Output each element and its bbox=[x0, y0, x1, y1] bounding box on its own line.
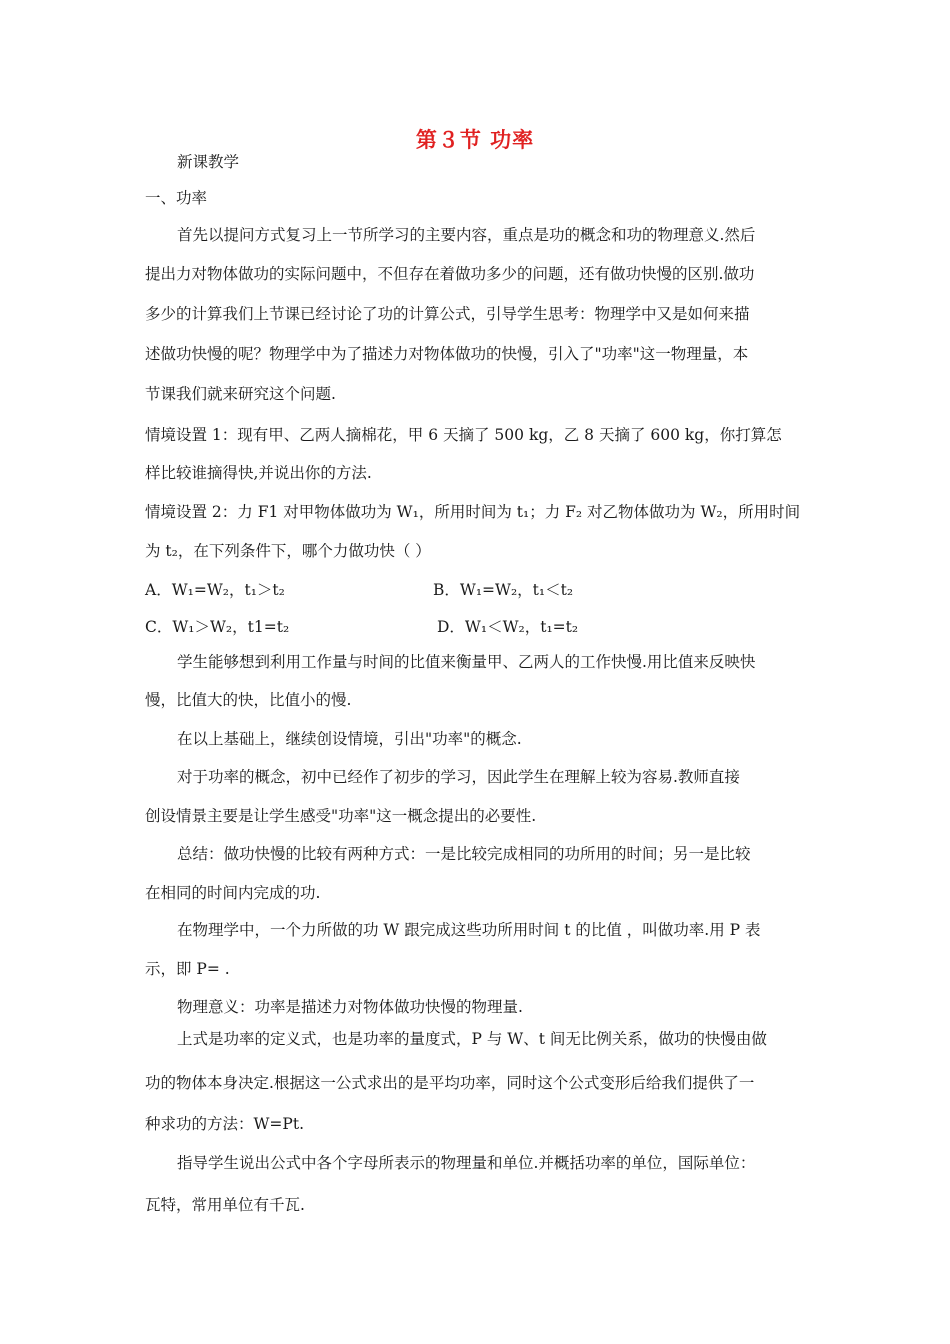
text-line: 在物理学中，一个力所做的功 W 跟完成这些功所用时间 t 的比值 ，叫做功率.用 P 表 bbox=[177, 921, 761, 939]
text-line: 为 t₂，在下列条件下，哪个力做功快（ ） bbox=[145, 542, 431, 560]
text-line: 指导学生说出公式中各个字母所表示的物理量和单位.并概括功率的单位，国际单位： bbox=[177, 1154, 756, 1172]
text-line: 示，即 P= . bbox=[145, 960, 230, 978]
text-line: 种求功的方法：W=Pt. bbox=[145, 1115, 305, 1133]
text-line: 慢，比值大的快，比值小的慢. bbox=[145, 691, 352, 709]
text-line: 首先以提问方式复习上一节所学习的主要内容，重点是功的概念和功的物理意义.然后 bbox=[177, 226, 756, 244]
text-line: 节课我们就来研究这个问题. bbox=[145, 385, 336, 403]
text-line: 上式是功率的定义式，也是功率的量度式，P 与 W、t 间无比例关系，做功的快慢由做 bbox=[177, 1030, 767, 1048]
text-line: 总结：做功快慢的比较有两种方式：一是比较完成相同的功所用的时间；另一是比较 bbox=[177, 845, 751, 863]
text-line: 功的物体本身决定.根据这一公式求出的是平均功率，同时这个公式变形后给我们提供了一 bbox=[145, 1074, 755, 1092]
text-line: 新课教学 bbox=[177, 153, 240, 171]
option-d: D．W₁＜W₂，t₁=t₂ bbox=[437, 618, 579, 636]
option-c: C．W₁＞W₂，t1=t₂ bbox=[145, 618, 290, 636]
text-line: 瓦特，常用单位有千瓦. bbox=[145, 1196, 305, 1214]
text-line: 情境设置 1：现有甲、乙两人摘棉花，甲 6 天摘了 500 kg，乙 8 天摘了 600 kg，你打算怎 bbox=[145, 426, 782, 444]
option-b: B．W₁=W₂，t₁＜t₂ bbox=[433, 581, 574, 599]
section-heading: 一、功率 bbox=[145, 189, 208, 207]
text-line: 创设情景主要是让学生感受"功率"这一概念提出的必要性. bbox=[145, 807, 537, 825]
text-line: 多少的计算我们上节课已经讨论了功的计算公式，引导学生思考：物理学中又是如何来描 bbox=[145, 305, 750, 323]
text-line: 对于功率的概念，初中已经作了初步的学习，因此学生在理解上较为容易.教师直接 bbox=[177, 768, 740, 786]
text-line: 样比较谁摘得快,并说出你的方法. bbox=[145, 464, 372, 482]
page-title: 第３节 功率 bbox=[415, 128, 535, 152]
text-line: 在相同的时间内完成的功. bbox=[145, 884, 321, 902]
text-line: 学生能够想到利用工作量与时间的比值来衡量甲、乙两人的工作快慢.用比值来反映快 bbox=[177, 653, 756, 671]
text-line: 情境设置 2：力 F1 对甲物体做功为 W₁，所用时间为 t₁；力 F₂ 对乙物体做功为 W₂，所用时间 bbox=[145, 503, 801, 521]
option-a: A．W₁=W₂，t₁＞t₂ bbox=[145, 581, 285, 599]
text-line: 述做功快慢的呢？物理学中为了描述力对物体做功的快慢，引入了"功率"这一物理量，本 bbox=[145, 345, 749, 363]
text-line: 物理意义：功率是描述力对物体做功快慢的物理量. bbox=[177, 998, 523, 1016]
text-line: 在以上基础上，继续创设情境，引出"功率"的概念. bbox=[177, 730, 522, 748]
text-line: 提出力对物体做功的实际问题中，不但存在着做功多少的问题，还有做功快慢的区别.做功 bbox=[145, 265, 755, 283]
